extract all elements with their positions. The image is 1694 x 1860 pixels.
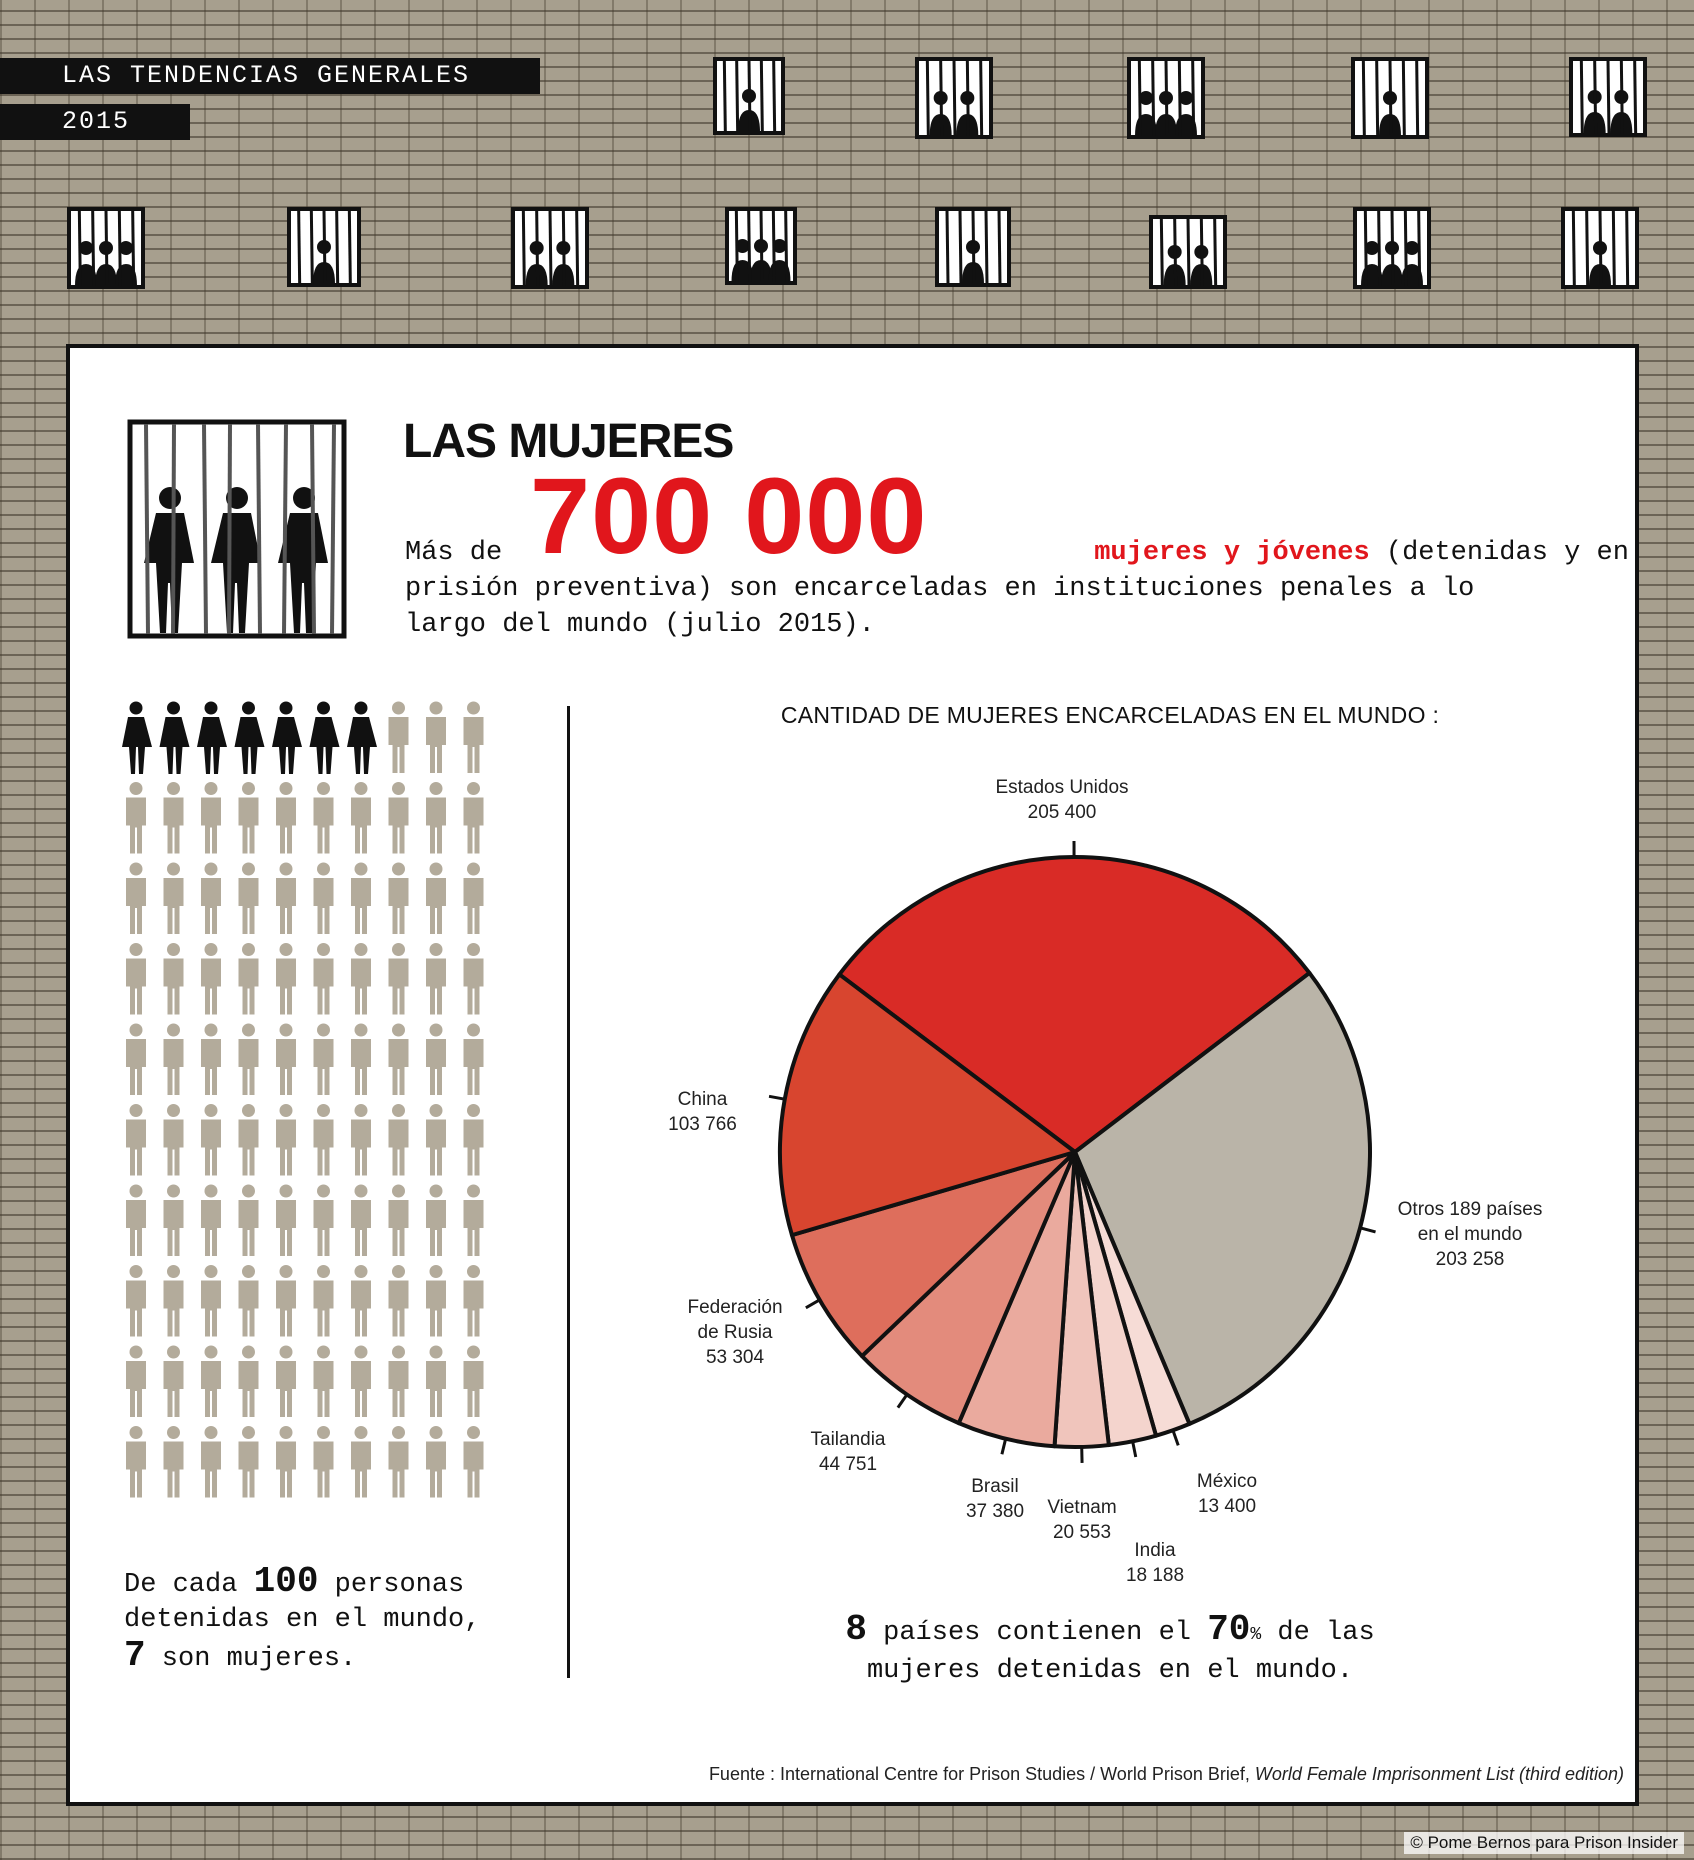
label-otros-value: 203 258: [1435, 1249, 1505, 1270]
summary-text: [760, 1609, 1460, 1689]
label-rusia: [680, 1295, 790, 1370]
pie-tick-china: [769, 1096, 785, 1099]
section-tag-title: LAS TENDENCIAS GENERALES: [0, 58, 540, 94]
label-india-value: 18 188: [1125, 1565, 1185, 1586]
label-rusia-name: Federación: [687, 1297, 783, 1318]
source-title: World Female Imprisonment List (third edition): [1254, 1764, 1624, 1784]
label-usa-name: Estados Unidos: [995, 777, 1129, 798]
label-otros: [1380, 1197, 1560, 1272]
label-otros-name: Otros 189 países: [1397, 1199, 1543, 1220]
label-vietnam-name: Vietnam: [1047, 1497, 1117, 1518]
source-note: [709, 1764, 1624, 1785]
label-india-name: India: [1134, 1540, 1176, 1561]
people-line2: detenidas en el mundo,: [124, 1605, 481, 1635]
people-line3-num: 7: [124, 1635, 146, 1676]
intro-line1-rest: (detenidas y en: [1369, 538, 1629, 568]
summary-pct: %: [1250, 1625, 1262, 1645]
label-estados-unidos: [972, 775, 1152, 825]
label-rusia-value: 53 304: [705, 1347, 765, 1368]
people-line3-post: son mujeres.: [145, 1644, 357, 1674]
label-brasil-value: 37 380: [965, 1501, 1025, 1522]
intro-prefix: Más de: [405, 538, 503, 568]
label-mexico-value: 13 400: [1197, 1496, 1257, 1517]
label-china-value: 103 766: [668, 1114, 737, 1135]
label-brasil: [955, 1474, 1035, 1524]
source-prefix: Fuente : International Centre for Prison Studies / World Prison Brief,: [708, 1764, 1255, 1784]
label-tailandia: [800, 1427, 896, 1477]
people-line1-post: personas: [318, 1570, 465, 1600]
pie-tick-mexico: [1173, 1430, 1178, 1445]
summary-line2: mujeres detenidas en el mundo.: [866, 1656, 1354, 1686]
big-number: 700 000: [530, 455, 928, 576]
pie-tick-brasil: [1002, 1439, 1006, 1455]
label-mexico-name: México: [1196, 1471, 1258, 1492]
summary-text1: países contienen el: [866, 1618, 1208, 1648]
section-tag-year: 2015: [0, 104, 190, 140]
pie-tick-otros: [1360, 1228, 1375, 1232]
pie-tick-india: [1133, 1441, 1136, 1457]
label-india: [1115, 1538, 1195, 1588]
summary-num1: 8: [845, 1609, 867, 1650]
people-line1-num: 100: [253, 1561, 319, 1602]
label-brasil-name: Brasil: [971, 1476, 1019, 1497]
intro-line2: prisión preventiva) son encarceladas en instituciones penales a lo: [405, 574, 1475, 604]
label-tailandia-value: 44 751: [818, 1454, 878, 1475]
label-vietnam-value: 20 553: [1052, 1522, 1112, 1543]
label-china-name: China: [677, 1089, 728, 1110]
label-mexico: [1167, 1469, 1287, 1519]
section-title: LAS MUJERES: [403, 415, 734, 468]
label-otros-name2: en el mundo: [1417, 1224, 1523, 1245]
chart-title: CANTIDAD DE MUJERES ENCARCELADAS EN EL MUNDO :: [780, 702, 1440, 728]
label-vietnam: [1032, 1495, 1132, 1545]
label-rusia-name2: de Rusia: [697, 1322, 773, 1343]
intro-highlight: mujeres y jóvenes: [1094, 538, 1370, 568]
credit: © Pome Bernos para Prison Insider: [1404, 1832, 1684, 1854]
label-china: [655, 1087, 750, 1137]
intro-line3: largo del mundo (julio 2015).: [405, 610, 875, 640]
pie-tick-rusia: [806, 1300, 820, 1308]
people-line1-pre: De cada: [124, 1570, 254, 1600]
label-usa-value: 205 400: [1027, 802, 1097, 823]
summary-num2: 70: [1207, 1609, 1251, 1650]
label-tailandia-name: Tailandia: [810, 1429, 886, 1450]
summary-text2: de las: [1261, 1618, 1375, 1648]
pie-tick-tailandia: [898, 1394, 907, 1407]
